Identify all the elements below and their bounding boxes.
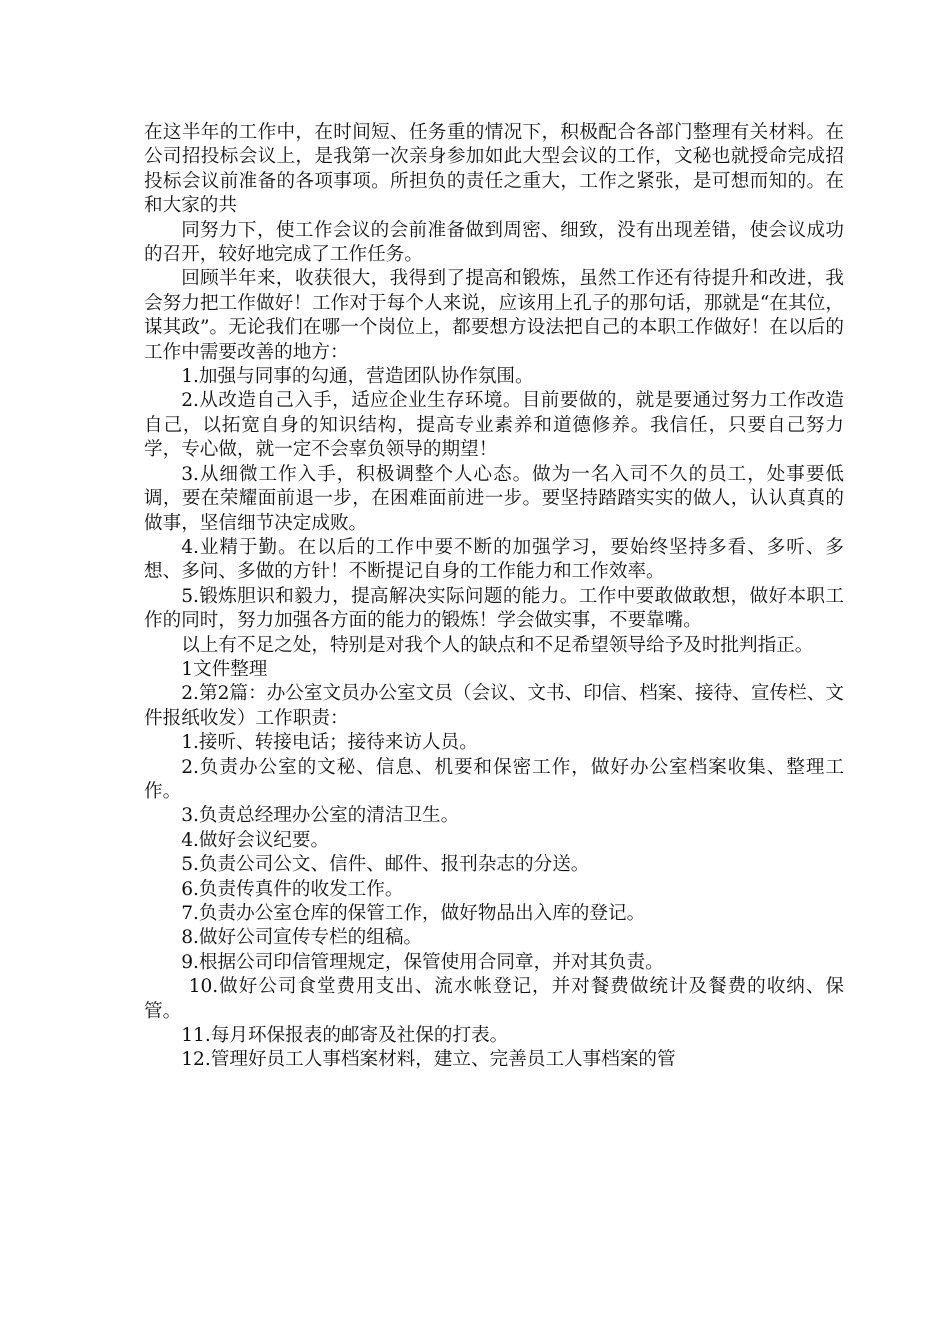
list-item: 11.每月环保报表的邮寄及社保的打表。 xyxy=(181,1025,509,1047)
list-item: 1.接听、转接电话；接待来访人员。 xyxy=(181,732,478,754)
list-item: 2.从改造自己入手，适应企业生存环境。目前要做的，就是要通过努力工作改造自己，以拓宽自身的知识结构，提高专业素养和道德修养。我信任，只要自己努力学，专心做，就一定不会辜负领导的期望！ xyxy=(144,390,844,461)
section-heading: 1文件整理 xyxy=(181,658,268,680)
section-heading: 2.第2篇：办公室文员办公室文员（会议、文书、印信、档案、接待、宣传栏、文件报纸收发）工作职责： xyxy=(144,683,844,729)
list-item: 9.根据公司印信管理规定，保管使用合同章，并对其负责。 xyxy=(181,951,664,973)
paragraph: 回顾半年来，收获很大，我得到了提高和锻炼，虽然工作还有待提升和改进，我会努力把工作做好！工作对于每个人来说，应该用上孔子的那句话，那就是“在其位，谋其政”。无论我们在哪一个岗位上，都要想方设法把自己的本职工作做好！在以后的工作中需要改善的地方： xyxy=(144,268,844,363)
list-item: 4.业精于勤。在以后的工作中要不断的加强学习，要始终坚持多看、多听、多想、多问、多做的方针！不断提记自身的工作能力和工作效率。 xyxy=(144,536,844,583)
list-item: 3.负责总经理办公室的清洁卫生。 xyxy=(181,805,460,827)
list-item: 2.负责办公室的文秘、信息、机要和保密工作，做好办公室档案收集、整理工作。 xyxy=(144,756,844,802)
list-item: 4.做好会议纪要。 xyxy=(181,829,330,851)
paragraph: 在这半年的工作中，在时间短、任务重的情况下，积极配合各部门整理有关材料。在公司招投标会议上，是我第一次亲身参加如此大型会议的工作，文秘也就授命完成招投标会议前准备的各项事项。所担负的责任之重大，工作之紧张，是可想而知的。在和大家的共 xyxy=(144,122,844,217)
list-item: 8.做好公司宣传专栏的组稿。 xyxy=(181,927,423,949)
list-item: 10.做好公司食堂费用支出、流水帐登记，并对餐费做统计及餐费的收纳、保管。 xyxy=(144,976,844,1022)
list-item: 5.负责公司公文、信件、邮件、报刊杂志的分送。 xyxy=(181,854,590,876)
list-item: 3.从细微工作入手，积极调整个人心态。做为一名入司不久的员工，处事要低调，要在荣耀面前退一步，在困难面前进一步。要坚持踏踏实实的做人，认认真真的做事，坚信细节决定成败。 xyxy=(144,463,844,534)
list-item: 6.负责传真件的收发工作。 xyxy=(181,878,404,900)
document-body xyxy=(144,121,844,1073)
list-item: 12.管理好员工人事档案材料，建立、完善员工人事档案的管 xyxy=(181,1049,676,1071)
paragraph: 以上有不足之处，特别是对我个人的缺点和不足希望领导给予及时批判指正。 xyxy=(181,634,814,656)
paragraph: 同努力下，使工作会议的会前准备做到周密、细致，没有出现差错，使会议成功的召开，较好地完成了工作任务。 xyxy=(144,219,844,266)
list-item: 1.加强与同事的勾通，营造团队协作氛围。 xyxy=(181,366,534,388)
list-item: 5.锻炼胆识和毅力，提高解决实际问题的能力。工作中要敢做敢想，做好本职工作的同时，努力加强各方面的能力的锻炼！学会做实事，不要靠嘴。 xyxy=(144,585,844,632)
list-item: 7.负责办公室仓库的保管工作，做好物品出入库的登记。 xyxy=(181,903,646,924)
